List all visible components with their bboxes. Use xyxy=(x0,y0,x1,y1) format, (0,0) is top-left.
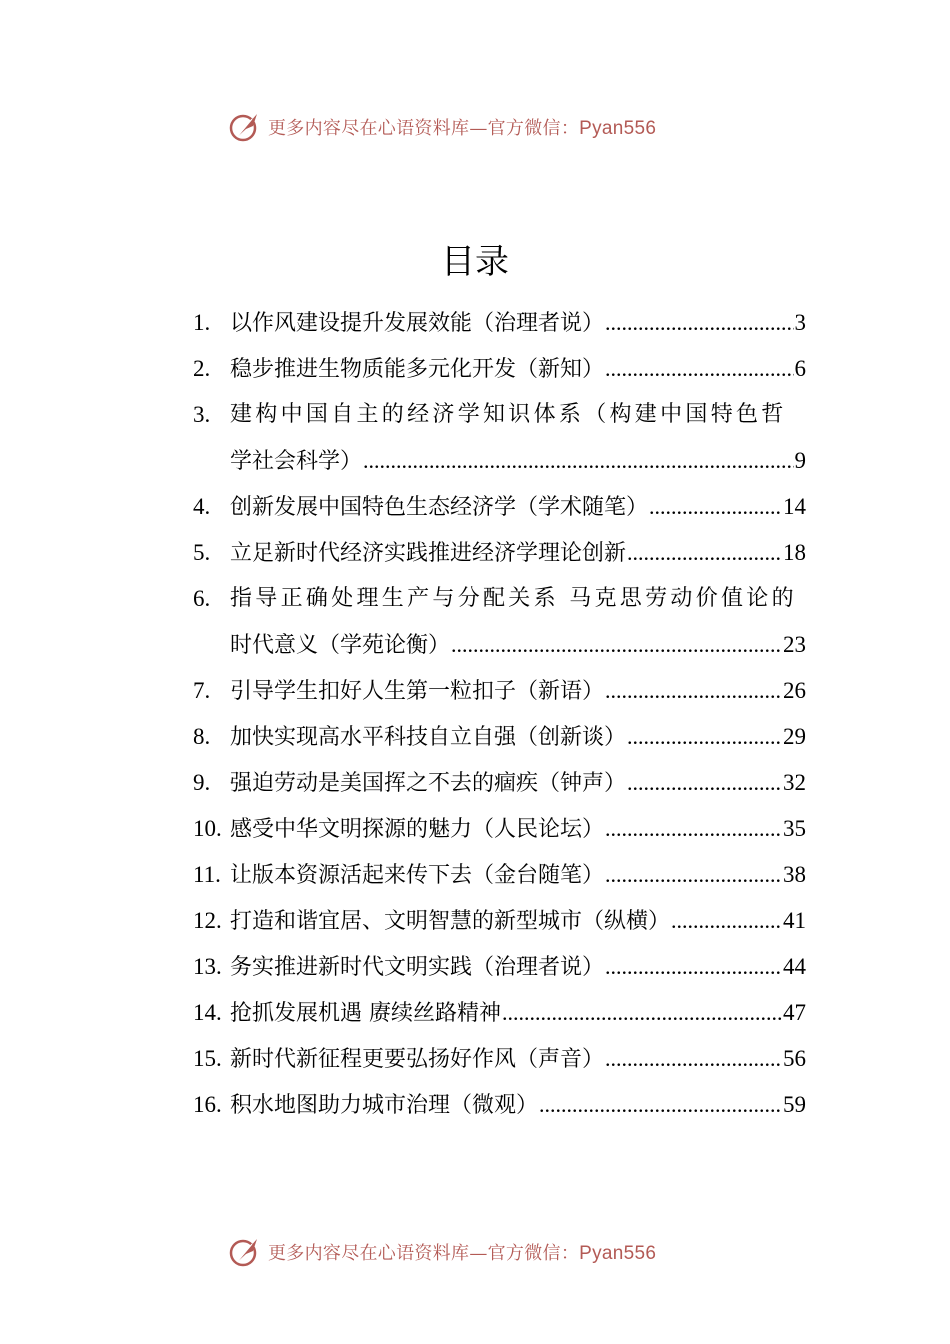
toc-entry-number: 4. xyxy=(193,494,211,519)
toc-entry-number: 12. xyxy=(193,908,222,933)
toc-entry-title: 打造和谐宜居、文明智慧的新型城市（纵横） xyxy=(230,909,671,934)
toc-page-number: 44 xyxy=(783,954,806,979)
toc-entry-title: 建构中国自主的经济学知识体系（构建中国特色哲 xyxy=(230,402,787,427)
toc-entry-title: 时代意义（学苑论衡） xyxy=(230,633,451,658)
toc-entry-title: 感受中华文明探源的魅力（人民论坛） xyxy=(230,817,605,842)
toc-leader-dots xyxy=(605,1036,782,1082)
toc-leader-dots xyxy=(605,944,782,990)
toc-entry-title: 学社会科学） xyxy=(230,449,363,474)
toc-entry-title: 立足新时代经济实践推进经济学理论创新 xyxy=(230,541,627,566)
toc-leader-dots xyxy=(627,714,782,760)
toc-entry-number: 10. xyxy=(193,816,222,841)
toc-page-number: 47 xyxy=(783,1000,806,1025)
toc-entry[interactable] xyxy=(193,484,806,530)
toc-entry-title: 让版本资源活起来传下去（金台随笔） xyxy=(230,863,605,888)
toc-entry-number: 5. xyxy=(193,540,211,565)
toc-entry-number: 6. xyxy=(193,586,211,611)
toc-entry[interactable] xyxy=(193,668,806,714)
toc-page-number: 3 xyxy=(794,310,806,335)
toc-entry-number: 16. xyxy=(193,1092,222,1117)
toc-entry-number: 1. xyxy=(193,310,211,335)
toc-page-number: 59 xyxy=(783,1092,806,1117)
banner-text: 更多内容尽在心语资料库—官方微信：Pyan556 xyxy=(268,1243,657,1264)
toc-page-number: 32 xyxy=(783,770,806,795)
toc-entry-number: 8. xyxy=(193,724,211,749)
toc-page-number: 26 xyxy=(783,678,806,703)
quill-pen-logo-icon xyxy=(226,1234,262,1270)
toc-entry[interactable] xyxy=(193,760,806,806)
toc-page-number: 56 xyxy=(783,1046,806,1071)
toc-entry-title: 指导正确处理生产与分配关系 马克思劳动价值论的 xyxy=(230,586,797,611)
toc-entry-number: 3. xyxy=(193,402,211,427)
toc-entry-title: 强迫劳动是美国挥之不去的痼疾（钟声） xyxy=(230,771,627,796)
toc-leader-dots xyxy=(671,898,782,944)
toc-entry-title: 抢抓发展机遇 赓续丝路精神 xyxy=(230,1001,501,1026)
toc-entry-title: 创新发展中国特色生态经济学（学术随笔） xyxy=(230,495,649,520)
toc-page-number: 14 xyxy=(783,494,806,519)
toc-entry-number: 2. xyxy=(193,356,211,381)
toc-entry-title: 积水地图助力城市治理（微观） xyxy=(230,1093,539,1118)
toc-leader-dots xyxy=(605,806,782,852)
toc-leader-dots xyxy=(627,530,782,576)
toc-leader-dots xyxy=(605,668,782,714)
toc-entry-title: 加快实现高水平科技自立自强（创新谈） xyxy=(230,725,627,750)
toc-page-number: 29 xyxy=(783,724,806,749)
toc-page-number: 41 xyxy=(783,908,806,933)
header-banner xyxy=(0,103,950,153)
toc-entry-title: 务实推进新时代文明实践（治理者说） xyxy=(230,955,605,980)
toc-page-number: 23 xyxy=(783,632,806,657)
toc-leader-dots xyxy=(605,346,793,392)
toc-entry[interactable] xyxy=(193,806,806,852)
toc-entry-number: 7. xyxy=(193,678,211,703)
toc-entry-number: 13. xyxy=(193,954,222,979)
toc-entry[interactable] xyxy=(193,530,806,576)
toc-leader-dots xyxy=(502,990,782,1036)
page-title: 目录 xyxy=(441,242,509,282)
wechat-id: Pyan556 xyxy=(579,118,657,139)
toc-entry-number: 14. xyxy=(193,1000,222,1025)
toc-leader-dots xyxy=(451,622,782,668)
toc-page-number: 35 xyxy=(783,816,806,841)
toc-page-number: 6 xyxy=(794,356,806,381)
toc-entry[interactable] xyxy=(193,944,806,990)
toc-leader-dots xyxy=(363,438,793,484)
footer-banner xyxy=(0,1228,950,1278)
table-of-contents xyxy=(193,300,806,1128)
toc-entry[interactable] xyxy=(193,898,806,944)
toc-page-number: 38 xyxy=(783,862,806,887)
toc-entry-title: 新时代新征程更要弘扬好作风（声音） xyxy=(230,1047,605,1072)
toc-entry-number: 11. xyxy=(193,862,221,887)
toc-entry[interactable] xyxy=(193,714,806,760)
toc-leader-dots xyxy=(539,1082,782,1128)
toc-leader-dots xyxy=(649,484,782,530)
toc-entry[interactable] xyxy=(193,1082,806,1128)
toc-entry-number: 15. xyxy=(193,1046,222,1071)
toc-entry[interactable] xyxy=(193,576,806,668)
toc-leader-dots xyxy=(605,852,782,898)
toc-entry[interactable] xyxy=(193,1036,806,1082)
wechat-id: Pyan556 xyxy=(579,1243,657,1264)
toc-page-number: 18 xyxy=(783,540,806,565)
toc-entry-title: 稳步推进生物质能多元化开发（新知） xyxy=(230,357,605,382)
toc-entry-number: 9. xyxy=(193,770,211,795)
toc-entry[interactable] xyxy=(193,346,806,392)
toc-entry-title: 以作风建设提升发展效能（治理者说） xyxy=(230,311,605,336)
toc-entry[interactable] xyxy=(193,852,806,898)
toc-entry-title: 引导学生扣好人生第一粒扣子（新语） xyxy=(230,679,605,704)
toc-entry[interactable] xyxy=(193,300,806,346)
quill-pen-logo-icon xyxy=(226,109,262,145)
toc-page-number: 9 xyxy=(794,448,806,473)
toc-leader-dots xyxy=(627,760,782,806)
toc-entry[interactable] xyxy=(193,990,806,1036)
toc-leader-dots xyxy=(605,300,793,346)
toc-entry[interactable] xyxy=(193,392,806,484)
banner-text: 更多内容尽在心语资料库—官方微信：Pyan556 xyxy=(268,118,657,139)
